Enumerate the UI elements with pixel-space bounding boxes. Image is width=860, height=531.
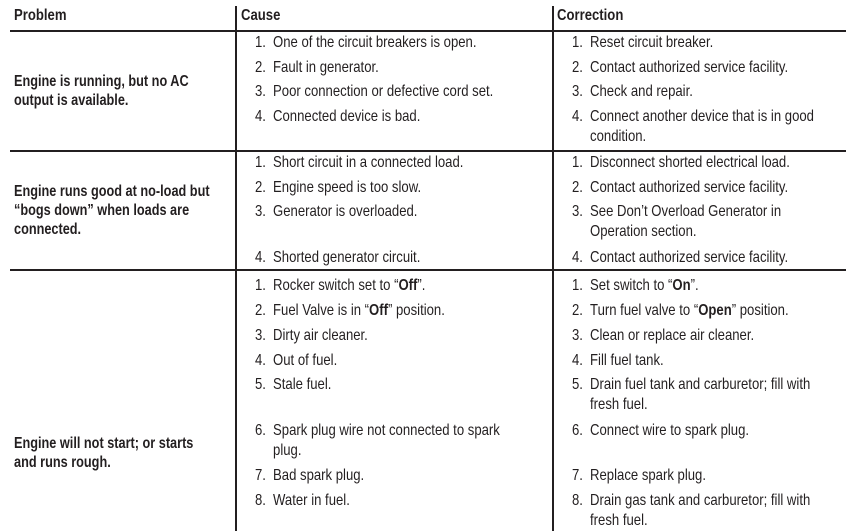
header-cause: Cause [241,7,281,24]
header-problem: Problem [14,7,67,24]
correction-3-1: 1. Set switch to “On”. [572,277,699,294]
row-divider-1 [10,150,846,152]
correction-1-1: 1. Reset circuit breaker. [572,34,714,51]
correction-2-4: 4. Contact authorized service facility. [572,249,789,266]
problem-2 [14,182,210,239]
column-divider-correction [552,6,554,531]
cause-3-4: 4. Out of fuel. [255,352,338,369]
correction-1-2: 2. Contact authorized service facility. [572,59,789,76]
cause-1-3: 3. Poor connection or defective cord set. [255,83,494,100]
problem-2-line-1: Engine runs good at no-load but [14,183,210,200]
problem-3-line-2: and runs rough. [14,454,111,471]
problem-2-line-2: “bogs down” when loads are [14,202,190,219]
correction-3-4: 4. Fill fuel tank. [572,352,664,369]
correction-3-6: 6. Connect wire to spark plug. [572,422,750,439]
correction-2-2: 2. Contact authorized service facility. [572,179,789,196]
cause-3-8: 8. Water in fuel. [255,492,350,509]
header-correction: Correction [557,7,624,24]
problem-3 [14,434,193,472]
cause-2-1: 1. Short circuit in a connected load. [255,154,464,171]
correction-2-3: 3. See Don’t Overload Generator in Operation section. [572,203,782,240]
cause-3-2: 2. Fuel Valve is in “Off” position. [255,302,445,319]
problem-1-line-1: Engine is running, but no AC [14,73,189,90]
cause-3-6: 6. Spark plug wire not connected to spark plug. [255,422,500,459]
cause-3-5: 5. Stale fuel. [255,376,332,393]
problem-2-line-3: connected. [14,221,82,238]
cause-1-2: 2. Fault in generator. [255,59,379,76]
correction-3-8: 8. Drain gas tank and carburetor; fill with fresh fuel. [572,492,811,529]
cause-1-1: 1. One of the circuit breakers is open. [255,34,477,51]
correction-1-3: 3. Check and repair. [572,83,693,100]
problem-1-line-2: output is available. [14,92,129,109]
column-divider-cause [235,6,237,531]
cause-1-4: 4. Connected device is bad. [255,108,421,125]
correction-3-2: 2. Turn fuel valve to “Open” position. [572,302,789,319]
problem-1 [14,72,189,110]
cause-3-3: 3. Dirty air cleaner. [255,327,368,344]
cause-2-4: 4. Shorted generator circuit. [255,249,421,266]
header-divider [10,30,846,32]
correction-3-7: 7. Replace spark plug. [572,467,707,484]
row-divider-2 [10,269,846,271]
cause-3-7: 7. Bad spark plug. [255,467,365,484]
cause-3-1: 1. Rocker switch set to “Off”. [255,277,426,294]
correction-3-3: 3. Clean or replace air cleaner. [572,327,755,344]
cause-2-2: 2. Engine speed is too slow. [255,179,422,196]
problem-3-line-1: Engine will not start; or starts [14,435,194,452]
correction-2-1: 1. Disconnect shorted electrical load. [572,154,790,171]
correction-3-5: 5. Drain fuel tank and carburetor; fill with fresh fuel. [572,376,811,413]
cause-2-3: 3. Generator is overloaded. [255,203,418,220]
correction-1-4: 4. Connect another device that is in good condition. [572,108,814,145]
